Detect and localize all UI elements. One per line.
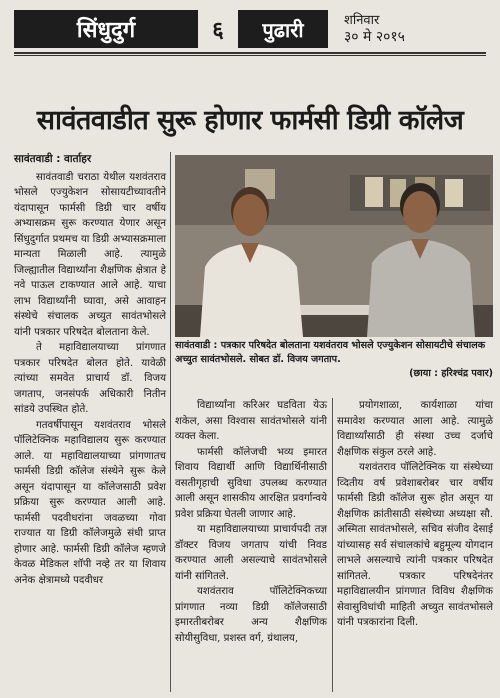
- paragraph: या महाविद्यालयाच्या प्राचार्यपदी तज्ञ डॉक्टर विजय जगताप यांची निवड करण्यात आली असल्याचे सावंतभोसले यांनी सांगितले.: [175, 524, 327, 582]
- header-rule: [14, 52, 486, 54]
- page-header: [14, 10, 486, 48]
- paragraph: गतवर्षीपासून यशवंतराव भोसले पॉलिटेक्निक महाविद्यालय सुरू करण्यात आले. या महाविद्यालयाच्या प्रांगणातच फार्मसी डिग्री कॉलेज संस्थेने सुरू केले असून यंदापासून या कॉलेजसाठी प्रवेश प्रक्रिया सुरू करण्यात आली आहे. फार्मसी पदवीधरांना जवळच्या गोवा राज्यात या डिग्री कॉलेजमुळे संधी प्राप्त होणार आहे. फार्मसी डिग्री कॉलेज म्हणजे केवळ मेडिकल शॉपी नव्हे तर या शिवाय अनेक क्षेत्रामध्ये पदवीधर: [14, 419, 166, 586]
- photo-illustration: [175, 155, 493, 337]
- header-rule-thin: [14, 55, 486, 56]
- article-photo: [175, 155, 493, 337]
- column-divider: [332, 398, 333, 692]
- article-dateline: सावंतवाडी : वार्ताहर: [14, 153, 92, 165]
- section-title: सिंधुदुर्ग: [14, 10, 198, 48]
- article-column-3: [337, 398, 493, 631]
- issue-date: [344, 12, 405, 46]
- column-divider: [170, 152, 171, 692]
- article-column-2: [175, 398, 327, 646]
- paragraph: ते महाविद्यालयाच्या प्रांगणात पत्रकार परिषदेत बोलत होते. यावेळी त्यांच्या समवेत प्राचार्य डॉ. विजय जगताप, जनसंपर्क अधिकारी नितीन सांडये उपस्थित होते.: [14, 342, 166, 415]
- article-headline: सावंतवाडीत सुरू होणार फार्मसी डिग्री कॉलेज: [36, 105, 464, 136]
- paragraph: यशवंतराव पॉलिटेक्निक या संस्थेच्या व्दितीय वर्ष प्रवेशाबरोबर चार वर्षीय फार्मसी डिग्री कॉलेज सुरू होत असून या शैक्षणिक क्रांतीसाठी संस्थेच्या अध्यक्षा सौ. अस्मिता सावंतभोसले, सचिव संजीव देसाई यांच्यासह सर्व संचालकांचे बहुमूल्य योगदान लाभले असल्याचे त्यांनी पत्रकार परिषदेत सांगितले. पत्रकार परिषदेनंतर महाविद्यालयीन प्रांगणात विविध शैक्षणिक सेवासुविधांची माहिती अच्युत सावंतभोसले यांनी पत्रकारांना दिली.: [337, 462, 493, 628]
- issue-day: शनिवार: [344, 13, 380, 28]
- paragraph: फार्मसी कॉलेजची भव्य इमारत शिवाय विद्यार्थी आणि विद्यार्थिनीसाठी वसतीगृहाची सुविधा उपलब्ध करण्यात आली असून शासकीय आरक्षित प्रवर्गान्वये प्रवेश प्रक्रिया घेतली जाणार आहे.: [175, 446, 327, 520]
- paragraph: सावंतवाडी चराठा येथील यशवंतराव भोसले एज्युकेशन सोसायटीच्यावतीने यंदापासून फार्मसी डिग्री चार वर्षीय अभ्यासक्रम सुरू करण्यात येणार असून सिंधुदुर्गात प्रथमच या डिग्री अभ्यासक्रमाला मान्यता मिळाली आहे. त्यामुळे जिल्ह्यातील विद्यार्थ्यांना शैक्षणिक क्षेत्रात हे नवे पाऊल टाकण्यात आले आहे. याचा लाभ विद्यार्थ्यांनी घ्यावा, असे आवाहन संस्थेचे संचालक अच्युत सावंतभोसले यांनी पत्रकार परिषदेत बोलताना केले.: [14, 171, 166, 338]
- paragraph: प्रयोगशाळा, कार्यशाळा यांचा समावेश करण्यात आला आहे. त्यामुळे विद्यार्थ्यांसाठी ही संस्था उच्च दर्जाचे शैक्षणिक संकुल ठरले आहे.: [337, 400, 493, 458]
- photo-credit: (छाया : हरिश्चंद्र पवार): [409, 368, 493, 379]
- photo-caption: [175, 339, 493, 381]
- caption-text: सावंतवाडी : पत्रकार परिषदेत बोलताना यशवंतराव भोसले एज्युकेशन सोसायटीचे संचालक अच्युत सावंतभोसले. सोबत डॉ. विजय जगताप.: [175, 340, 486, 365]
- article-column-1: [14, 152, 166, 588]
- page-number: ६: [212, 18, 224, 43]
- paragraph: विद्यार्थ्यांना करिअर घडविता येऊ शकेल, असा विश्वास सावंतभोसले यांनी व्यक्त केला.: [175, 400, 327, 442]
- newspaper-masthead: पुढारी: [238, 10, 328, 48]
- issue-date-value: ३० मे २०१५: [344, 29, 405, 45]
- paragraph: यशवंतराव पॉलिटेक्निकच्या प्रांगणात नव्या डिग्री कॉलेजसाठी इमारतीबरोबर अन्य शैक्षणिक सोयीसुविधा, प्रशस्त वर्ग, ग्रंथालय,: [175, 586, 327, 644]
